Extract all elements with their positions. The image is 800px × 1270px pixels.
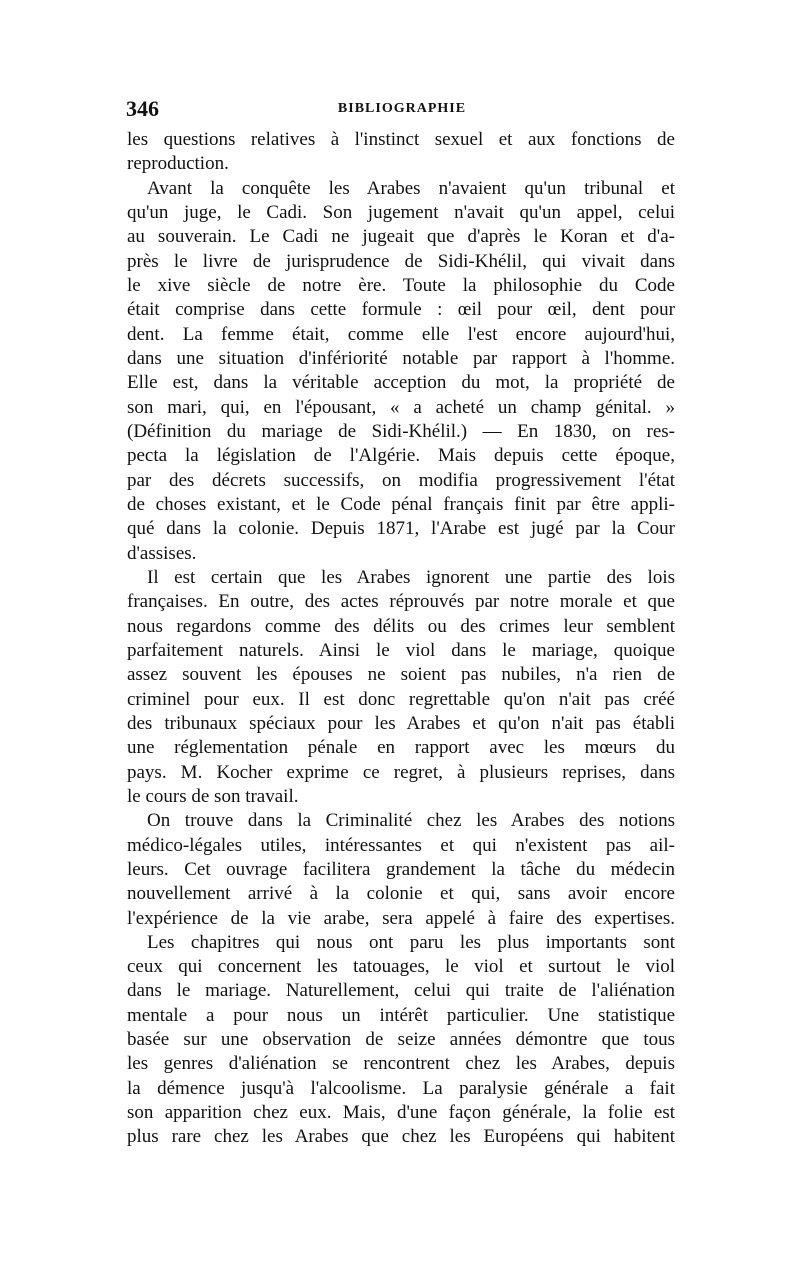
text-line: près le livre de jurisprudence de Sidi-Khélil, qui vivait dans: [127, 250, 675, 272]
text-line: l'expérience de la vie arabe, sera appelé à faire des expertises.: [127, 907, 675, 929]
text-line: dans une situation d'infériorité notable par rapport à l'homme.: [127, 347, 675, 369]
text-line: Les chapitres qui nous ont paru les plus importants sont: [147, 931, 675, 953]
text-line: son mari, qui, en l'épousant, « a acheté un champ génital. »: [127, 396, 675, 418]
running-title: BIBLIOGRAPHIE: [337, 101, 467, 116]
text-line: des tribunaux spéciaux pour les Arabes et qu'on n'ait pas établi: [127, 712, 675, 734]
text-line: une réglementation pénale en rapport avec les mœurs du: [127, 737, 675, 759]
text-line: la démence jusqu'à l'alcoolisme. La paralysie générale a fait: [127, 1077, 675, 1099]
text-line: nous regardons comme des délits ou des crimes leur semblent: [127, 615, 675, 637]
text-line: médico-légales utiles, intéressantes et qui n'existent pas ail-: [127, 834, 675, 856]
text-line: (Définition du mariage de Sidi-Khélil.) — En 1830, on res-: [127, 420, 675, 442]
text-line: qué dans la colonie. Depuis 1871, l'Arabe est jugé par la Cour: [127, 518, 675, 540]
text-line: les questions relatives à l'instinct sexuel et aux fonctions de: [127, 129, 675, 150]
text-line: ceux qui concernent les tatouages, le viol et surtout le viol: [127, 956, 675, 978]
text-line: Elle est, dans la véritable acception du mot, la propriété de: [127, 372, 675, 394]
text-line: dans le mariage. Naturellement, celui qui traite de l'aliénation: [127, 980, 675, 1002]
text-line: basée sur une observation de seize années démontre que tous: [127, 1029, 675, 1051]
text-line: reproduction.: [127, 153, 229, 175]
text-line: était comprise dans cette formule : œil pour œil, dent pour: [127, 299, 675, 321]
text-line: le xive siècle de notre ère. Toute la philosophie du Code: [127, 274, 675, 296]
text-line: pecta la législation de l'Algérie. Mais depuis cette époque,: [127, 445, 675, 467]
text-line: leurs. Cet ouvrage facilitera grandement la tâche du médecin: [127, 858, 675, 880]
text-line: parfaitement naturels. Ainsi le viol dans le mariage, quoique: [127, 639, 675, 661]
text-line: Avant la conquête les Arabes n'avaient qu'un tribunal et: [147, 177, 675, 199]
body-text: [127, 128, 675, 1150]
text-line: plus rare chez les Arabes que chez les Européens qui habitent: [127, 1126, 675, 1148]
text-line: dent. La femme était, comme elle l'est encore aujourd'hui,: [127, 323, 675, 345]
text-line: qu'un juge, le Cadi. Son jugement n'avait qu'un appel, celui: [127, 201, 675, 223]
text-line: mentale a pour nous un intérêt particulier. Une statistique: [127, 1004, 675, 1026]
text-line: de choses existant, et le Code pénal français finit par être appli-: [127, 493, 675, 515]
text-line: Il est certain que les Arabes ignorent une partie des lois: [147, 566, 675, 588]
page-number: 346: [126, 96, 159, 121]
text-line: d'assises.: [127, 542, 197, 564]
text-line: son apparition chez eux. Mais, d'une façon générale, la folie est: [127, 1102, 675, 1124]
text-line: le cours de son travail.: [127, 785, 299, 807]
text-line: pays. M. Kocher exprime ce regret, à plusieurs reprises, dans: [127, 761, 675, 783]
text-line: françaises. En outre, des actes réprouvés par notre morale et que: [127, 591, 675, 613]
running-head: [126, 96, 678, 126]
text-line: au souverain. Le Cadi ne jugeait que d'après le Koran et d'a-: [127, 226, 675, 248]
text-line: assez souvent les épouses ne soient pas nubiles, n'a rien de: [127, 664, 675, 686]
text-line: par des décrets successifs, on modifia progressivement l'état: [127, 469, 675, 491]
text-line: On trouve dans la Criminalité chez les Arabes des notions: [147, 810, 675, 832]
text-line: les genres d'aliénation se rencontrent chez les Arabes, depuis: [127, 1053, 675, 1075]
text-line: criminel pour eux. Il est donc regrettable qu'on n'ait pas créé: [127, 688, 675, 710]
text-line: nouvellement arrivé à la colonie et qui, sans avoir encore: [127, 883, 675, 905]
